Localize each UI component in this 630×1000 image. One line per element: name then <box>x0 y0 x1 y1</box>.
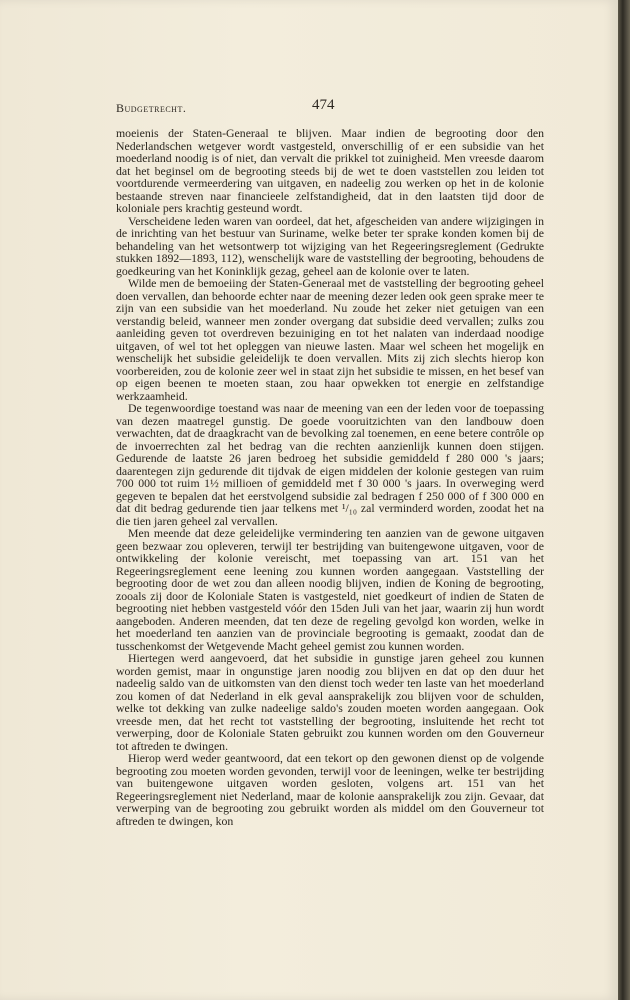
body-text <box>116 127 544 827</box>
paragraph: De tegenwoordige toestand was naar de meening van een der leden voor de toepassing van dezen maatregel gunstig. De goede vooruitzichten van den landbouw doen verwachten, dat de draagkracht van de bevolking zal toenemen, en eene betere contrôle op de invoerrechten zal het bedrag van die rechten aanzienlijk kunnen doen stijgen. Gedurende de laatste 26 jaren bedroeg het subsidie gemiddeld f 280 000 's jaars; daarentegen zijn gedurende dit tijdvak de eigen middelen der kolonie gestegen van ruim 700 000 tot ruim 1½ millioen of gemiddeld met f 30 000 's jaars. In overweging werd gegeven te bepalen dat het eerstvolgend subsidie zal bedragen f 250 000 of f 300 000 en dat dit bedrag gedurende tien jaar telkens met ¹/₁₀ zal verminderd worden, zoodat het na die tien jaren geheel zal vervallen. <box>116 401 544 528</box>
running-head: Budgetrecht. <box>116 101 187 115</box>
paragraph: Verscheidene leden waren van oordeel, dat het, afgescheiden van andere wijzigingen in de inrichting van het bestuur van Suriname, welke beter ter sprake konden komen bij de behandeling van het wetsontwerp tot wijziging van het Regeeringsreglement (Gedrukte stukken 1892—1893, 112), wenschelijk ware de vaststelling der begrooting, behoudens de goedkeuring van het Koninklijk gezag, geheel aan de kolonie over te laten. <box>116 213 544 278</box>
paragraph: Wilde men de bemoeiing der Staten-Generaal met de vaststelling der begrooting geheel doen vervallen, dan behoorde echter naar de meening dezer leden ook geen sprake meer te zijn van een subsidie van het moederland. Nu zoude het zeker niet getuigen van een verstandig beleid, wanneer men zonder overgang dat subsidie deed vervallen; zulks zou aanleiding geven tot overdreven bezuiniging en tot het nalaten van inderdaad noodige uitgaven, of wel tot het opleggen van nieuwe lasten. Maar wel scheen het mogelijk en wenschelijk het subsidie geleidelijk te doen vervallen. Mits zij zich slechts hierop kon voorbereiden, zou de kolonie zeer wel in staat zijn het subsidie te missen, en het besef van op eigen beenen te moeten staan, zou haar opwekken tot energie en zelfstandige werkzaamheid. <box>116 276 544 403</box>
paragraph: Hierop werd weder geantwoord, dat een tekort op den gewonen dienst op de volgende begrooting zou moeten worden gevonden, terwijl voor de leeningen, welke ter bestrijding van buitengewone uitgaven worden gesloten, volgens art. 151 van het Regeeringsreglement niet Nederland, maar de kolonie aansprakelijk zou zijn. Gevaar, dat verwerping van de begrooting zou gebruikt worden als middel om den Gouverneur tot aftreden te dwingen, kon <box>116 751 544 828</box>
page-edge-shadow <box>618 0 630 1000</box>
page-number: 474 <box>312 97 335 113</box>
paragraph: Men meende dat deze geleidelijke vermindering ten aanzien van de gewone uitgaven geen bezwaar zou opleveren, terwijl ter bestrijding van buitengewone uitgaven, voor de ontwikkeling der kolonie vereischt, met toepassing van art. 151 van het Regeeringsreglement eene leening zou kunnen worden aangegaan. Vaststelling der begrooting door de wet zou dan alleen noodig blijven, indien de Koning de begrooting, zooals zij door de Koloniale Staten is vastgesteld, niet goedkeurt of indien de Staten de begrooting niet hebben vastgesteld vóór den 15den Juli van het jaar, waarin zij hun wordt aangeboden. Anderen meenden, dat ten deze de regeling gevolgd kon worden, welke in het moederland ten aanzien van de provinciale begrooting is gemaakt, zoodat dan de tusschenkomst der Wetgevende Macht geheel gemist zou kunnen worden. <box>116 526 544 653</box>
paragraph: Hiertegen werd aangevoerd, dat het subsidie in gunstige jaren geheel zou kunnen worden gemist, maar in ongunstige jaren noodig zou blijven en dat op den duur het nadeelig saldo van de uitkomsten van den dienst toch weder ten laste van het moederland zou komen of dat Nederland in elk geval aansprakelijk zou blijven voor de schulden, welke tot dekking van zulke nadeelige saldo's zouden moeten worden aangegaan. Ook vreesde men, dat het recht tot vaststelling der begrooting, insluitende het recht tot verwerping, door de Koloniale Staten gebruikt zou kunnen worden om den Gouverneur tot aftreden te dwingen. <box>116 651 544 753</box>
page-header <box>116 97 536 121</box>
paragraph: moeienis der Staten-Generaal te blijven. Maar indien de begrooting door den Nederlandschen wetgever wordt vastgesteld, onverschillig of er een subsidie van het moederland noodig is of niet, dan vervalt die prikkel tot zuinigheid. Men vreesde daarom dat het beginsel om de begrooting steeds bij de wet te doen vaststellen zou leiden tot voortdurende vermeerdering van uitgaven, en nadeelig zou werken op het in de kolonie bestaande streven naar financieele zelfstandigheid, dat in den laatsten tijd door de koloniale pers krachtig gesteund wordt. <box>116 126 544 215</box>
